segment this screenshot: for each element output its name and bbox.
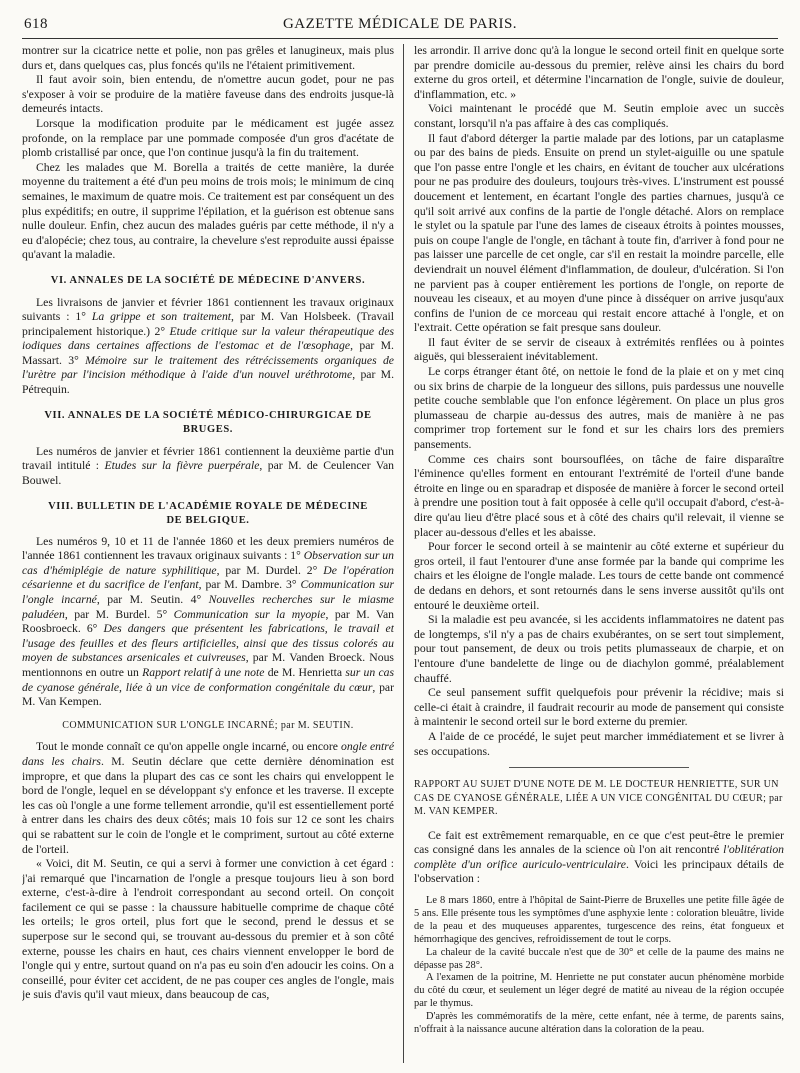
paragraph-section-vii	[22, 445, 394, 489]
text-span: Les numéros 9, 10 et 11 de l'année 1860 et les deux premiers numéros de l'année 1861 contiennent les travaux originaux suivants : 1°	[22, 534, 394, 563]
text-span: , par M. Burdel. 5°	[64, 607, 168, 621]
section-separator	[509, 767, 689, 768]
section-heading-vii: VII. ANNALES DE LA SOCIÉTÉ MÉDICO-CHIRURGICAE DE BRUGES.	[44, 409, 372, 436]
text-span: Ce fait est extrêmement remarquable, en ce que c'est peut-être le premier cas consigné dans les annales de la science où l'on ait rencontré	[414, 828, 784, 857]
paragraph: Le corps étranger étant ôté, on nettoie le fond de la plaie et on y met cinq ou six brins de charpie de la longueur des sillons, puis pardessus une nouvelle petite couche semblable que l'on enfonce légèrement. On place un plus gros plumasseau de charpie au-dessus des autres, mais de manière à ne pas comprimer trop fortement sur le fond et sur les chairs lors des premiers pansements.	[414, 365, 784, 452]
observation-paragraph: Le 8 mars 1860, entre à l'hôpital de Saint-Pierre de Bruxelles une petite fille âgée de 5 ans. Elle présente tous les symptômes d'une asphyxie lente : coloration bleuâtre, livide de la peau et des muqueuses apparentes, turgescence des reins, état fongueux et hémorrhagique des gencives, refroidissement de tout le corps.	[414, 894, 784, 945]
section-heading-viii	[22, 500, 394, 528]
observation-block	[414, 895, 784, 1037]
text-span: , par M. Pétrequin.	[22, 368, 394, 397]
text-span: , par M. Vanden Broeck. Nous mentionnons en outre un	[22, 651, 394, 679]
paragraph: Si la maladie est peu avancée, si les accidents inflammatoires ne datent pas de longtemps, s'il n'y a pas de chairs exubérantes, on se sert tout simplement, pour tout pansement, de deux ou trois petits plumasseaux de charpie, et on l'entoure d'une bandelette de linge ou de diachylon gommé, préalablement chauffé.	[414, 613, 784, 685]
section-heading-vi: VI. ANNALES DE LA SOCIÉTÉ DE MÉDECINE D'ANVERS.	[50, 274, 366, 286]
text-span: . Voici les principaux détails de l'observation :	[414, 857, 784, 886]
text-span: . M. Seutin déclare que cette dernière dénomination est impropre, et que dans la plupart des cas ce sont les chairs qui enveloppent le bord de l'ongle, lequel en se développant s'y enfonce et les traverse. Il excepte les cas où l'ongle a une forme tellement arrondie, qu'il est essentiellement porté à entrer dans les chairs des deux côtés; mais 10 fois sur 12 ce sont les chairs qui se rabattent sur le coin de l'ongle et le compriment, surtout au côté externe de l'orteil.	[22, 754, 394, 856]
paragraph: Voici maintenant le procédé que M. Seutin emploie avec un succès constant, lorsqu'il n'a pas affaire à des cas compliqués.	[414, 102, 784, 130]
text-span: , par M. Seutin. 4°	[96, 593, 202, 606]
paragraph: A l'aide de ce procédé, le sujet peut marcher immédiatement et se livrer à ses occupations.	[414, 729, 784, 758]
journal-title: GAZETTE MÉDICALE DE PARIS.	[282, 16, 518, 32]
page-number: 618	[24, 16, 48, 32]
paragraph: Pour forcer le second orteil à se maintenir au côté externe et supérieur du gros orteil, il faut l'entourer d'une anse formée par la bande qui comprime les chairs et les éloigne de l'ongle malade. Les tours de cette bande ont commencé de dedans en dehors, et sont retournés dans le sens inverse aussitôt qu'ils ont entouré le deuxième orteil.	[414, 540, 784, 612]
text-span: , par M. de Ceulencer Van Bouwel.	[22, 459, 394, 488]
paragraph: Ce seul pansement suffit quelquefois pour prévenir la récidive; mais si celle-ci était à craindre, il faudrait recourir au mode de pansement qui consiste à maintenir le second orteil sur le bord externe du premier.	[414, 686, 784, 729]
text-span: , par M. Van Holsbeek. (Travail principalement historique.) 2°	[22, 310, 394, 338]
text-span: de M. Henrietta	[267, 665, 343, 679]
text-span: Tout le monde connaît ce qu'on appelle ongle incarné, ou encore	[36, 740, 338, 754]
paragraph: montrer sur la cicatrice nette et polie, non pas grêles et lanugineux, mais plus durs et, dans quelques cas, plus foncés qu'ils ne l'étaient primitivement.	[22, 44, 394, 72]
text-span: , par M. Van Roosbroeck. 6°	[22, 607, 394, 636]
paragraph	[414, 829, 784, 887]
right-column	[414, 44, 784, 1069]
paragraph: les arrondir. Il arrive donc qu'à la longue le second orteil finit en quelque sorte par prendre domicile au-dessous du premier, relève ainsi les chairs du bord externe du gros orteil, et détermine l'incarnation de l'ongle, suivie de douleur, d'inflammation, etc. »	[414, 44, 784, 101]
article-heading-ongle: COMMUNICATION SUR L'ONGLE INCARNÉ; par M. SEUTIN.	[62, 719, 354, 731]
work-title: Rapport relatif à une note	[142, 665, 265, 679]
work-title: Mémoire sur le traitement des rétrécissements organiques de l'urètre par l'incision méthodique à l'aide d'un nouvel uréthrotome	[22, 353, 394, 382]
work-title: Communication sur l'ongle incarné	[22, 578, 394, 606]
observation-paragraph: D'après les commémoratifs de la mère, cette enfant, née à terme, de parents sains, n'offrait à la naissance aucune altération dans la coloration de la peau.	[414, 1011, 784, 1036]
paragraph	[22, 740, 394, 857]
observation-paragraph: A l'examen de la poitrine, M. Henriette ne put constater aucun phénomène morbide du côté du cœur, et seulement un léger degré de matité au niveau de la région occupée par le thymus.	[414, 972, 784, 1010]
article-heading-rapport: RAPPORT AU SUJET D'UNE NOTE DE M. LE DOCTEUR HENRIETTE, SUR UN CAS DE CYANOSE GÉNÉRALE, LIÉE A UN VICE CONGÉNITAL DU CŒUR; par M. VAN KEMPER.	[414, 779, 783, 818]
text-span: Les numéros de janvier et février 1861 contiennent la deuxième partie d'un travail intitulé :	[22, 444, 394, 473]
paragraph: Comme ces chairs sont boursouflées, on tâche de faire disparaître l'éminence qu'elles forment en entourant l'extrémité de l'orteil d'une bande étroite en linge ou en sparadrap et disposée de manière à forcer le second orteil à prendre une position tout à fait opposée à celle qu'il occupait d'abord, c'est-à-dire qu'au lieu d'être placé sous et à côté des chairs qu'il relevait, il vienne se placer au-dessous d'elles et les abaisse.	[414, 452, 784, 539]
paragraph-section-viii	[22, 535, 394, 710]
text-span: , par M. Dambre. 3°	[198, 578, 297, 592]
work-title: Observation sur un cas d'hémiplégie de nature syphilitique	[22, 549, 394, 577]
text-span: Les livraisons de janvier et février 1861 contiennent les travaux originaux suivants : 1°	[22, 295, 394, 324]
heading-line: VIII. BULLETIN DE L'ACADÉMIE ROYALE DE MÉDECINE	[48, 500, 368, 512]
paragraph: Il faut avoir soin, bien entendu, de n'omettre aucun godet, pour ne pas s'exposer à voir se produire de la matière faveuse dans des endroits jusque-là demeurés intacts.	[22, 73, 394, 116]
text-span: , par M. Durdel. 2°	[216, 563, 318, 577]
work-title: Etudes sur la fièvre puerpérale	[104, 459, 260, 473]
page-header	[22, 12, 778, 39]
paragraph: Lorsque la modification produite par le médicament est jugée assez profonde, on la remplace par une pommade composée d'un gros d'acétate de plomb cristallisé par once, que l'on continue jusqu'à la fin du traitement.	[22, 116, 394, 160]
italic-term: l'oblitération complète d'un orifice auriculo-ventriculaire	[414, 843, 784, 871]
paragraph-section-vi	[22, 296, 394, 398]
work-title: Etude critique sur la valeur thérapeutique des iodiques dans certaines affections de l'estomac et de l'œsophage	[22, 324, 394, 353]
paragraph: Il faut éviter de se servir de ciseaux à extrémités renflées ou à pointes aiguës, qui blesseraient inévitablement.	[414, 335, 784, 364]
paragraph: Chez les malades que M. Borella a traités de cette manière, la durée moyenne du traitement a été d'un peu moins de trois mois; le minimum de cinq semaines, le maximum de quatre mois. Ce traitement est par conséquent un des plus expéditifs; en outre, il supprime l'épilation, et la guérison est obtenue sans nulle douleur. Enfin, chez aucun des malades guéris par cette méthode, il n'y a eu d'alopécie; chez tous, au contraire, la chevelure s'est reproduite aussi épaisse qu'avant la maladie.	[22, 160, 394, 262]
text-span: , par M. Van Kempen.	[22, 680, 394, 709]
work-title: La grippe et son traitement	[91, 310, 232, 324]
paragraph: Il faut d'abord déterger la partie malade par des lotions, par un cataplasme ou par des bains de pieds. Ensuite on prend un stylet-aiguille ou une spatule que l'on passe entre l'ongle et les chairs, en évitant de toucher aux ulcérations pour ne pas produire des douleurs, toujours très-vives. L'instrument est poussé doucement et lentement, en écartant l'ongle des parties charnues, jusqu'à ce qu'il soit arrivé aux confins de la partie de l'ongle détaché. Alors on remplace le stylet ou la spatule par l'une des lames de ciseaux étroits à pointes mousses, puis on coupe l'angle de l'ongle, en tâchant à toute fin, d'arriver à fond pour ne pas laisser une parcelle de cet ongle, car s'il en restait la moindre parcelle, elle deviendrait un nouvel élément d'inflammation, de douleur, d'ulcération. Si l'on ne parvient pas à couper entièrement les portions de l'ongle, on reporte de nouveau les ciseaux, et au moyen d'une pince à disséquer on arrive jusqu'aux confins de l'union de ce morceau qui restait encore attaché à l'ongle, et on l'extrait. Cette opération se fait presque sans douleur.	[414, 131, 784, 335]
heading-line: DE BELGIQUE.	[166, 514, 250, 526]
italic-term: ongle entré dans les chairs	[22, 740, 394, 768]
text-span: , par M. Massart. 3°	[22, 339, 394, 367]
work-title: Des dangers que présentent les fabrications, le travail et l'usage des feuilles et des fleurs artificielles, ainsi que des tissus colorés au moyen de substances arsenicales et cuivreuses	[22, 622, 394, 665]
work-title: De l'opération césarienne et du sacrifice de l'enfant	[22, 563, 394, 592]
work-title: sur un cas de cyanose générale, liée à un vice de conformation congénitale du cœur	[22, 665, 394, 694]
work-title: Communication sur la myopie	[173, 607, 326, 621]
paragraph: « Voici, dit M. Seutin, ce qui a servi à former une conviction à cet égard : j'ai remarqué que l'incarnation de l'ongle a presque toujours lieu à son bord externe, c'est-à-dire à l'endroit correspondant au second orteil. On conçoit facilement ce qui se passe : la chaussure habituelle comprime de chaque côté les orteils; le gros orteil, plus fort que le second, prend le dessus et se superpose sur le second qui, se trouvant au-dessous du premier et à son côté externe, pousse les chairs en haut, ces chairs viennent envelopper le bord de l'ongle qui y entre, surtout quand on n'a pas eu soin d'en adoucir les coins. On a conseillé, pour éviter cet accident, de ne pas couper ces angles de l'ongle, mais je suis d'avis qu'il vaut mieux, dans beaucoup de cas,	[22, 857, 394, 1002]
column-divider	[403, 44, 404, 1063]
left-column	[22, 44, 394, 1069]
observation-paragraph: La chaleur de la cavité buccale n'est que de 30° et celle de la paume des mains ne dépasse pas 28°.	[414, 946, 784, 971]
work-title: Nouvelles recherches sur le miasme paludéen	[22, 593, 394, 621]
